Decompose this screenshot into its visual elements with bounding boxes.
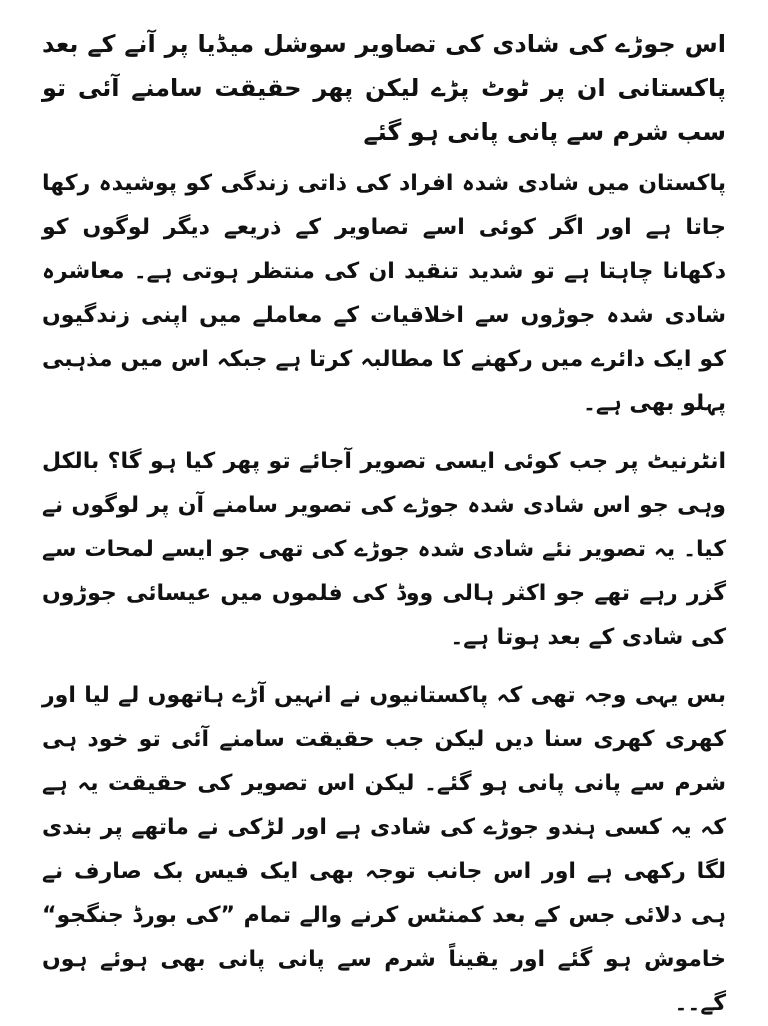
article-paragraph: پاکستان میں شادی شدہ افراد کی ذاتی زندگی کو پوشیدہ رکھا جاتا ہے اور اگر کوئی اسے تصاویر کے ذریعے دیگر لوگوں کو دکھانا چاہتا ہے تو شدید تنقید ان کی منتظر ہوتی ہے۔ معاشرہ شادی شدہ جوڑوں سے اخلاقیات کے معاملے میں اپنی زندگیوں کو ایک دائرے میں رکھنے کا مطالبہ کرتا ہے جبکہ اس میں مذہبی پہلو بھی ہے۔	[42, 171, 726, 416]
article-headline: اس جوڑے کی شادی کی تصاویر سوشل میڈیا پر آنے کے بعد پاکستانی ان پر ٹوٹ پڑے لیکن پھر حقیقت سامنے آئی تو سب شرم سے پانی پانی ہو گئے	[42, 30, 726, 146]
article-paragraph: انٹرنیٹ پر جب کوئی ایسی تصویر آجائے تو پھر کیا ہو گا؟ بالکل وہی جو اس شادی شدہ جوڑے کی تصویر سامنے آن پر لوگوں نے کیا۔ یہ تصویر نئے شادی شدہ جوڑے کی تھی جو ایسے لمحات سے گزر رہے تھے جو اکثر ہالی ووڈ کی فلموں میں عیسائی جوڑوں کی شادی کے بعد ہوتا ہے۔	[42, 449, 726, 650]
article-paragraph: بس یہی وجہ تھی کہ پاکستانیوں نے انہیں آڑے ہاتھوں لے لیا اور کھری کھری سنا دیں لیکن جب حقیقت سامنے آئی تو خود ہی شرم سے پانی پانی ہو گئے۔ لیکن اس تصویر کی حقیقت یہ ہے کہ یہ کسی ہندو جوڑے کی شادی ہے اور لڑکی نے ماتھے پر بندی لگا رکھی ہے اور اس جانب توجہ بھی ایک فیس بک صارف نے ہی دلائی جس کے بعد کمنٹس کرنے والے تمام ”کی بورڈ جنگجو“ خاموش ہو گئے اور یقیناً شرم سے پانی پانی بھی ہوئے ہوں گے۔۔	[42, 683, 726, 1016]
